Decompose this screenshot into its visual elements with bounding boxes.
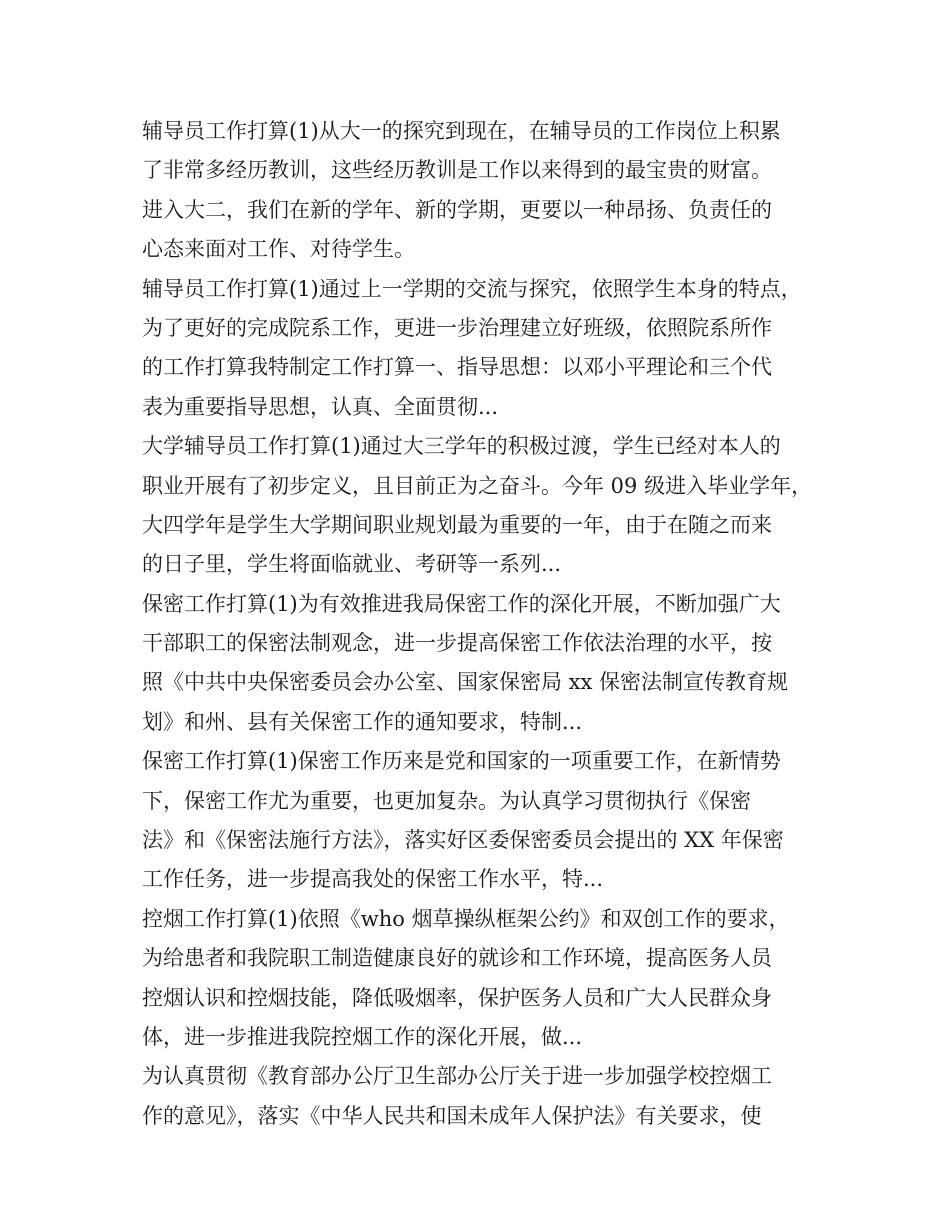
text-line: 进入大二，我们在新的学年、新的学期，更要以一种昂扬、负责任的 bbox=[142, 197, 772, 222]
text-line: 大四学年是学生大学期间职业规划最为重要的一年，由于在随之而来 bbox=[142, 512, 772, 537]
text-line: 为认真贯彻《教育部办公厅卫生部办公厅关于进一步加强学校控烟工 bbox=[142, 1064, 772, 1089]
text-line: 法》和《保密法施行方法》，落实好区委保密委员会提出的 XX 年保密 bbox=[142, 828, 784, 853]
text-line: 划》和州、县有关保密工作的通知要求，特制... bbox=[142, 709, 583, 734]
text-line: 心态来面对工作、对待学生。 bbox=[142, 237, 415, 262]
text-line: 的日子里，学生将面临就业、考研等一系列... bbox=[142, 552, 562, 577]
text-line: 辅导员工作打算(1)通过上一学期的交流与探究，依照学生本身的特点， bbox=[142, 276, 802, 301]
text-line: 的工作打算我特制定工作打算一、指导思想：以邓小平理论和三个代 bbox=[142, 355, 772, 380]
text-line: 体，进一步推进我院控烟工作的深化开展，做... bbox=[142, 1024, 583, 1049]
text-line: 表为重要指导思想，认真、全面贯彻... bbox=[142, 394, 499, 419]
text-line: 干部职工的保密法制观念，进一步提高保密工作依法治理的水平，按 bbox=[142, 631, 772, 656]
text-line: 控烟工作打算(1)依照《who 烟草操纵框架公约》和双创工作的要求， bbox=[142, 906, 790, 931]
text-line: 下，保密工作尤为重要，也更加复杂。为认真学习贯彻执行《保密 bbox=[142, 788, 751, 813]
body-text bbox=[142, 112, 822, 1136]
text-line: 保密工作打算(1)保密工作历来是党和国家的一项重要工作，在新情势 bbox=[142, 749, 781, 774]
text-line: 照《中共中央保密委员会办公室、国家保密局 xx 保密法制宣传教育规 bbox=[142, 670, 789, 695]
text-line: 为给患者和我院职工制造健康良好的就诊和工作环境，提高医务人员 bbox=[142, 946, 772, 971]
text-line: 辅导员工作打算(1)从大一的探究到现在，在辅导员的工作岗位上积累 bbox=[142, 119, 781, 143]
text-line: 保密工作打算(1)为有效推进我局保密工作的深化开展，不断加强广大 bbox=[142, 591, 781, 616]
text-line: 职业开展有了初步定义，且目前正为之奋斗。今年 09 级进入毕业学年， bbox=[142, 473, 813, 498]
text-line: 为了更好的完成院系工作，更进一步治理建立好班级，依照院系所作 bbox=[142, 315, 772, 340]
text-line: 作的意见》，落实《中华人民共和国未成年人保护法》有关要求，使 bbox=[142, 1103, 762, 1128]
text-line: 大学辅导员工作打算(1)通过大三学年的积极过渡，学生已经对本人的 bbox=[142, 434, 781, 459]
text-line: 控烟认识和控烟技能，降低吸烟率，保护医务人员和广大人民群众身 bbox=[142, 985, 772, 1010]
text-line: 工作任务，进一步提高我处的保密工作水平，特... bbox=[142, 867, 604, 892]
text-line: 了非常多经历教训，这些经历教训是工作以来得到的最宝贵的财富。 bbox=[142, 158, 772, 183]
